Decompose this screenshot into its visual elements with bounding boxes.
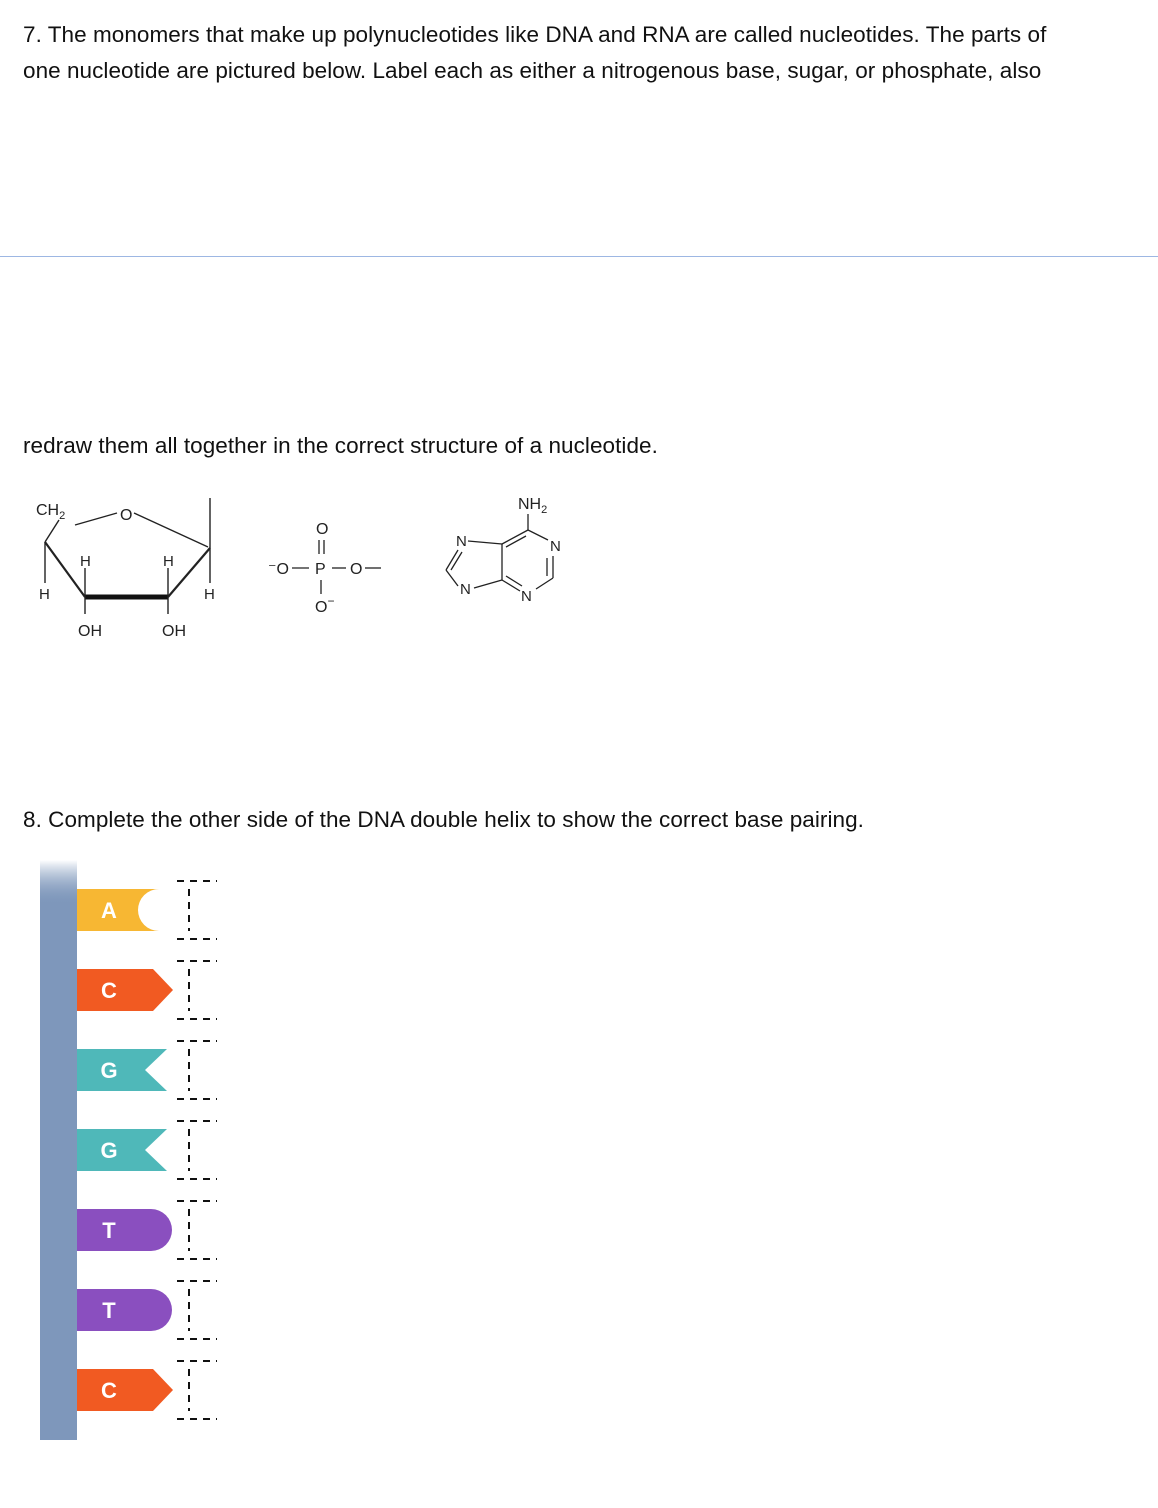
base-nh2-label: $NH_2$ [518, 496, 548, 516]
base-t-6 [77, 1281, 217, 1339]
phosphate-group-diagram [262, 512, 392, 622]
base-shape [77, 1209, 172, 1251]
sugar-h-right: H [204, 586, 215, 603]
base-shape [77, 1129, 167, 1171]
base-a-1 [77, 881, 217, 939]
base-nitrogen-3: N [456, 533, 467, 550]
base-letter: A [101, 898, 117, 923]
base-letter: C [101, 1378, 117, 1403]
base-t-5 [77, 1201, 217, 1259]
base-letter: G [100, 1138, 118, 1163]
base-c-2 [77, 961, 217, 1019]
missing-partner-outline [177, 1361, 217, 1419]
missing-partner-outline [177, 1121, 217, 1179]
base-nitrogen-4: N [460, 581, 471, 598]
base-g-4 [77, 1121, 217, 1179]
phosphate-left-oxygen: ⁻O [268, 561, 289, 578]
base-nitrogen-1: N [550, 538, 561, 555]
sugar-ch2-label: $CH_2$ [36, 502, 66, 522]
base-nitrogen-2: N [521, 588, 532, 605]
base-letter: T [102, 1298, 116, 1323]
phosphate-bottom-oxygen: O− [315, 594, 335, 616]
base-g-3 [77, 1041, 217, 1099]
sugar-ring-oxygen: O [120, 507, 133, 524]
missing-partner-outline [177, 1281, 217, 1339]
question-7-text-line-2: one nucleotide are pictured below. Label each as either a nitrogenous base, sugar, or phosphate, also [23, 58, 1042, 83]
base-shape [77, 889, 159, 931]
base-letter: T [102, 1218, 116, 1243]
sugar-h-left: H [39, 586, 50, 603]
question-7-text-line-3: redraw them all together in the correct structure of a nucleotide. [23, 433, 658, 458]
phosphate-p: P [315, 561, 326, 578]
sugar-h-inner-1: H [80, 553, 91, 570]
question-8-text: 8. Complete the other side of the DNA double helix to show the correct base pairing. [23, 807, 864, 832]
missing-partner-outline [177, 881, 217, 939]
phosphate-right-oxygen: O [350, 561, 363, 578]
page-break-divider [0, 256, 1158, 257]
base-shape [77, 1289, 172, 1331]
missing-partner-outline [177, 1041, 217, 1099]
base-shape [77, 969, 173, 1011]
sugar-oh-2: OH [162, 623, 186, 640]
phosphate-top-oxygen: O [316, 521, 329, 538]
missing-partner-outline [177, 1201, 217, 1259]
base-list [77, 881, 217, 1419]
nitrogenous-base-diagram [436, 488, 586, 613]
sugar-oh-1: OH [78, 623, 102, 640]
missing-partner-outline [177, 961, 217, 1019]
base-c-7 [77, 1361, 217, 1419]
base-shape [77, 1369, 173, 1411]
question-7-text-line-1: 7. The monomers that make up polynucleotides like DNA and RNA are called nucleotides. The parts of [23, 22, 1047, 47]
base-letter: C [101, 978, 117, 1003]
base-letter: G [100, 1058, 118, 1083]
dna-strand-diagram [36, 860, 236, 1450]
sugar-ribose-diagram [20, 490, 230, 650]
sugar-phosphate-backbone [40, 860, 77, 1440]
base-shape [77, 1049, 167, 1091]
sugar-h-inner-2: H [163, 553, 174, 570]
